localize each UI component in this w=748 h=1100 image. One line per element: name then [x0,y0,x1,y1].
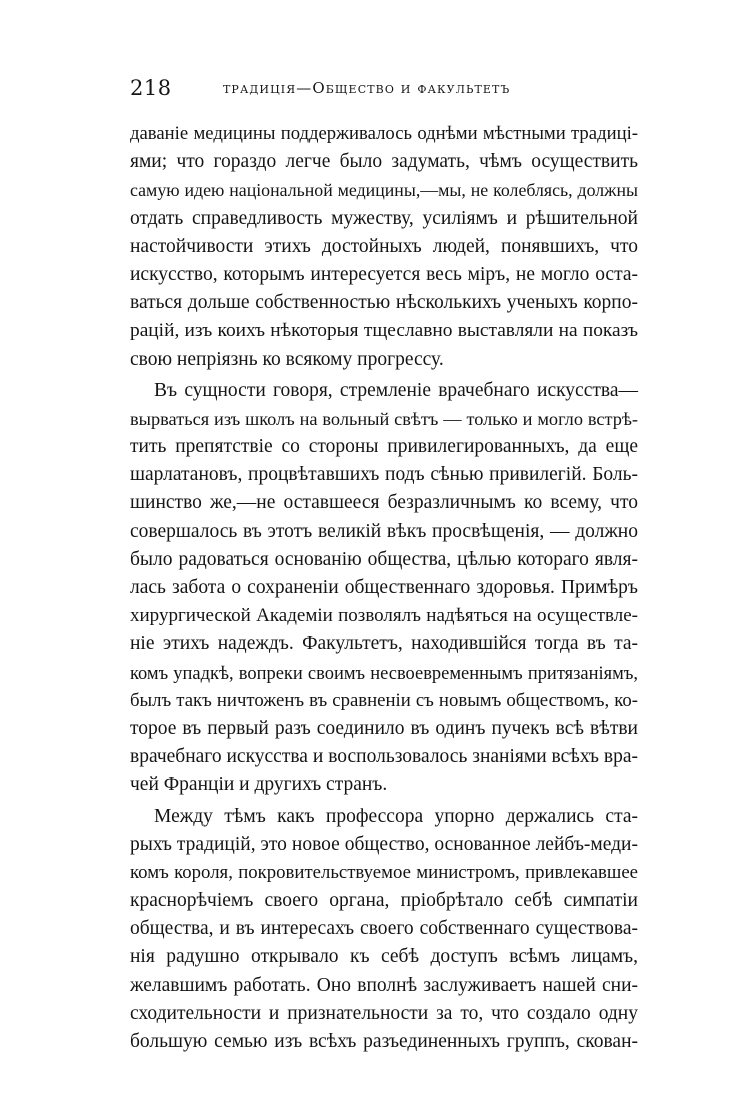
text-line: торое въ первый разъ соединило въ одинъ пучекъ всѣ вѣтви [130,717,638,739]
body-text [130,120,638,1056]
paragraph [130,803,638,1057]
text-line: настойчивости этихъ достойныхъ людей, понявшихъ, что [130,235,638,257]
text-line: сходительности и признательности за то, что создало одну [130,1002,638,1024]
text-line: хирургической Академіи позволялъ надѣяться на осуществле- [130,605,638,627]
text-line: шинство же,—не оставшееся безразличнымъ ко всему, что [130,492,638,514]
running-title: традиція—Общество и факультетъ [223,79,511,97]
text-line: врачебнаго искусства и воспользовалось знаніями всѣхъ вра- [130,746,638,768]
text-line: комъ упадкѣ, вопреки своимъ несвоевременнымъ притязаніямъ, [130,662,638,683]
text-line: шарлатановъ, процвѣтавшихъ подъ сѣнью привилегій. Боль- [130,464,638,486]
paragraph [130,377,638,800]
text-line: чей Франціи и другихъ странъ. [130,774,388,796]
text-line: лась забота о сохраненіи общественнаго здоровья. Примѣръ [130,577,638,598]
text-line: общества, и въ интересахъ своего собственнаго существова- [130,918,638,940]
text-line: искусство, которымъ интересуется весь міръ, не могло оста- [130,263,638,285]
text-line: отдать справедливость мужеству, усиліямъ и рѣшительной [130,207,638,229]
page-number: 218 [130,76,172,100]
page-header [130,76,635,106]
text-line: Въ сущности говоря, стремленіе врачебнаго искусства— [154,379,638,401]
text-line: было радоваться основанію общества, цѣлью котораго явля- [130,548,638,570]
text-line: нія радушно открывало къ себѣ доступъ всѣмъ лицамъ, [130,946,638,968]
text-line: большую семью изъ всѣхъ разъединенныхъ группъ, скован- [130,1031,638,1052]
text-line: свою непріязнь ко всякому прогрессу. [130,348,444,370]
text-line: тить препятствіе со стороны привилегированныхъ, да еще [130,436,638,458]
text-line: даваніе медицины поддерживалось однѣми мѣстными традиці- [130,123,638,144]
text-line: ями; что гораздо легче было задумать, чѣмъ осуществить [130,151,638,173]
text-line: Между тѣмъ какъ профессора упорно держались ста- [154,805,638,827]
text-line: ваться дольше собственностью нѣсколькихъ ученыхъ корпо- [130,292,638,314]
text-line: краснорѣчіемъ своего органа, пріобрѣтало себѣ симпатіи [130,890,638,912]
text-line: рыхъ традицій, это новое общество, основанное лейбъ-меди- [130,833,638,855]
text-line: вырваться изъ школъ на вольный свѣтъ — только и могло встрѣ- [130,408,638,429]
text-line: совершалось въ этотъ великій вѣкъ просвѣщенія, — должно [130,520,638,542]
text-line: самую идею національной медицины,—мы, не колеблясь, должны [130,180,638,201]
text-line: желавшимъ работать. Оно вполнѣ заслуживаетъ нашей сни- [130,974,638,996]
text-line: комъ короля, покровительствуемое министромъ, привлекавшее [130,861,638,883]
text-line: ніе этихъ надеждъ. Факультетъ, находившійся тогда въ та- [130,633,638,655]
text-line: былъ такъ ничтоженъ въ сравненіи съ новымъ обществомъ, ко- [130,689,638,711]
paragraph [130,120,638,374]
text-line: рацій, изъ коихъ нѣкоторыя тщеславно выставляли на показъ [130,320,638,342]
